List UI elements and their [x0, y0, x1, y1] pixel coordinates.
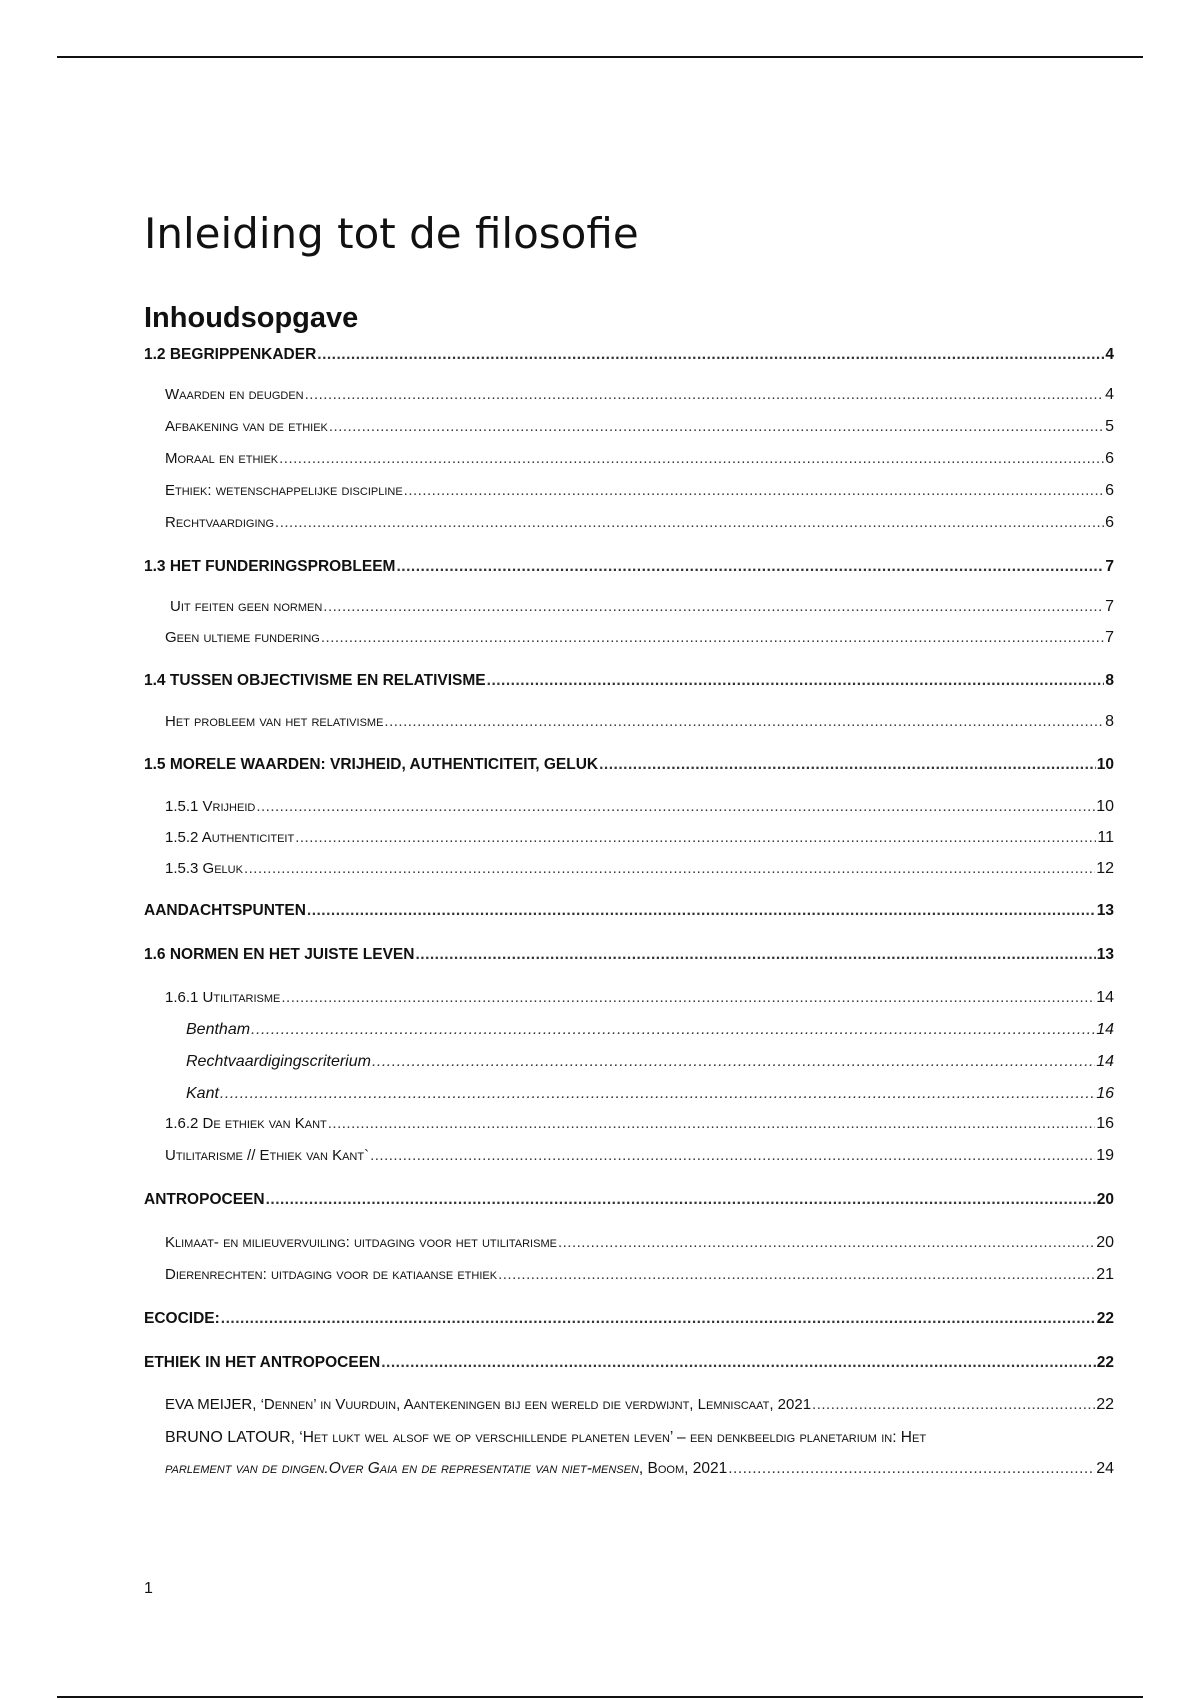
toc-entry-ethiek-van-kant[interactable]	[144, 1115, 1114, 1133]
toc-entry-label: Moraal en ethiek	[165, 450, 279, 467]
toc-entry-label: Geen ultieme fundering	[165, 629, 320, 646]
toc-entry-page: 7	[1105, 558, 1114, 575]
toc-entry-page: 6	[1105, 450, 1114, 467]
toc-entry-page: 16	[1096, 1115, 1114, 1132]
toc-entry-label: 1.3 HET FUNDERINGSPROBLEEM	[144, 558, 396, 575]
toc-entry-vrijheid[interactable]	[144, 798, 1114, 816]
toc-entry-label: 1.5.3 Geluk	[165, 860, 243, 877]
toc-entry-normen-juiste-leven[interactable]	[144, 946, 1114, 964]
toc-heading: Inhoudsopgave	[144, 302, 359, 334]
toc-entry-page: 22	[1096, 1396, 1114, 1413]
toc-entry-page: 6	[1105, 482, 1114, 499]
toc-entry-klimaat-milieuvervuiling[interactable]	[144, 1234, 1114, 1252]
toc-entry-label: ANTROPOCEEN	[144, 1191, 265, 1208]
toc-entry-label: Bentham	[186, 1021, 251, 1038]
toc-entry-page: 14	[1096, 1021, 1114, 1038]
toc-entry-label: 1.5.1 Vrijheid	[165, 798, 256, 815]
toc-entry-label: 1.6 NORMEN EN HET JUISTE LEVEN	[144, 946, 415, 963]
toc-entry-label: ECOCIDE:	[144, 1310, 220, 1327]
toc-entry-page: 8	[1105, 672, 1114, 689]
toc-entry-ecocide[interactable]	[144, 1310, 1114, 1328]
toc-entry-dierenrechten[interactable]	[144, 1266, 1114, 1284]
toc-entry-label: Ethiek: wetenschappelijke discipline	[165, 482, 403, 499]
toc-entry-label: Kant	[186, 1085, 219, 1102]
toc-entry-label: AANDACHTSPUNTEN	[144, 902, 306, 919]
toc-entry-ethiek-antropoceen[interactable]	[144, 1354, 1114, 1372]
footer-rule	[57, 1696, 1143, 1698]
toc-entry-objectivisme-relativisme[interactable]	[144, 672, 1114, 690]
toc-entry-geen-ultieme-fundering[interactable]	[144, 629, 1114, 647]
header-rule	[57, 56, 1143, 58]
toc-entry-label: Klimaat- en milieuvervuiling: uitdaging voor het utilitarisme	[165, 1234, 557, 1251]
toc-entry-eva-meijer[interactable]	[144, 1396, 1114, 1414]
toc-entry-page: 24	[1096, 1460, 1114, 1477]
toc-entry-author: BRUNO LATOUR	[165, 1429, 291, 1446]
toc-entry-begrippenkader[interactable]	[144, 346, 1114, 364]
toc-entry-page: 22	[1096, 1310, 1114, 1327]
toc-entry-label-line2c: , Boom, 2021	[638, 1460, 728, 1477]
toc-entry-label: Afbakening van de ethiek	[165, 418, 328, 435]
toc-entry-bentham[interactable]	[144, 1021, 1114, 1039]
toc-entry-page: 7	[1105, 629, 1114, 646]
toc-entry-label: 1.4 TUSSEN OBJECTIVISME EN RELATIVISME	[144, 672, 486, 689]
toc-entry-label: Het probleem van het relativisme	[165, 713, 384, 730]
toc-entry-authenticiteit[interactable]	[144, 829, 1114, 847]
toc-entry-page: 20	[1096, 1191, 1114, 1208]
toc-entry-page: 5	[1105, 418, 1114, 435]
document-title: Inleiding tot de filosofie	[144, 209, 639, 258]
toc-entry-page: 20	[1096, 1234, 1114, 1251]
toc-entry-utilitarisme[interactable]	[144, 989, 1114, 1007]
toc-entry-funderingsprobleem[interactable]	[144, 558, 1114, 576]
toc-entry-rechtvaardigingscriterium[interactable]	[144, 1053, 1114, 1071]
toc-entry-label: Utilitarisme // Ethiek van Kant`	[165, 1147, 370, 1164]
toc-entry-page: 11	[1097, 829, 1114, 846]
toc-entry-page: 10	[1096, 756, 1114, 773]
toc-entry-label: Dierenrechten: uitdaging voor de katiaanse ethiek	[165, 1266, 498, 1283]
toc-entry-afbakening[interactable]	[144, 418, 1114, 436]
toc-entry-label: 1.5.2 Authenticiteit	[165, 829, 295, 846]
toc-entry-page: 21	[1096, 1266, 1114, 1283]
toc-entry-label: 1.6.1 Utilitarisme	[165, 989, 281, 1006]
toc-entry-page: 19	[1096, 1147, 1114, 1164]
toc-entry-label: Rechtvaardiging	[165, 514, 275, 531]
toc-entry-label: 1.6.2 De ethiek van Kant	[165, 1115, 327, 1132]
toc-entry-geluk[interactable]	[144, 860, 1114, 878]
toc-entry-page: 8	[1105, 713, 1114, 730]
toc-entry-page: 12	[1096, 860, 1114, 877]
toc-entry-page: 14	[1096, 989, 1114, 1006]
toc-entry-rechtvaardiging[interactable]	[144, 514, 1114, 532]
toc-entry-bruno-latour[interactable]	[165, 1428, 1114, 1478]
toc-entry-label: 1.5 MORELE WAARDEN: VRIJHEID, AUTHENTICITEIT, GELUK	[144, 756, 599, 773]
toc-entry-aandachtspunten[interactable]	[144, 902, 1114, 920]
toc-entry-page: 7	[1105, 598, 1114, 615]
toc-entry-moraal-en-ethiek[interactable]	[144, 450, 1114, 468]
toc-entry-label: Rechtvaardigingscriterium	[186, 1053, 371, 1070]
toc-entry-morele-waarden[interactable]	[144, 756, 1114, 774]
toc-entry-label: 1.2 BEGRIPPENKADER	[144, 346, 317, 363]
toc-entry-label: Uit feiten geen normen	[170, 598, 323, 615]
toc-entry-page: 4	[1105, 346, 1114, 363]
toc-entry-label-line1: , ‘Het lukt wel alsof we op verschillende planeten leven’ – een denkbeeldig planetarium in: Het	[290, 1429, 927, 1446]
toc-entry-page: 22	[1096, 1354, 1114, 1371]
toc-entry-label-line2b: Over Gaia en de representatie van niet-mensen	[328, 1460, 639, 1477]
toc-entry-page: 13	[1096, 946, 1114, 963]
toc-entry-kant[interactable]	[144, 1085, 1114, 1103]
toc-entry-uit-feiten[interactable]	[144, 598, 1114, 616]
toc-entry-probleem-relativisme[interactable]	[144, 713, 1114, 731]
toc-entry-label-line2a: parlement van de dingen.	[165, 1460, 329, 1477]
toc-entry-page: 6	[1105, 514, 1114, 531]
toc-entry-label: Waarden en deugden	[165, 386, 304, 403]
toc-entry-label: ETHIEK IN HET ANTROPOCEEN	[144, 1354, 381, 1371]
toc-entry-page: 10	[1096, 798, 1114, 815]
toc-entry-waarden-en-deugden[interactable]	[144, 386, 1114, 404]
page-number: 1	[144, 1580, 153, 1597]
toc-entry-antropoceen[interactable]	[144, 1191, 1114, 1209]
toc-entry-page: 13	[1096, 902, 1114, 919]
toc-entry-ethiek-discipline[interactable]	[144, 482, 1114, 500]
toc-entry-page: 16	[1096, 1085, 1114, 1102]
toc-entry-utilitarisme-vs-kant[interactable]	[144, 1147, 1114, 1165]
toc-entry-page: 4	[1105, 386, 1114, 403]
toc-entry-page: 14	[1096, 1053, 1114, 1070]
toc-entry-label: EVA MEIJER, ‘Dennen’ in Vuurduin, Aantekeningen bij een wereld die verdwijnt, Lemniscaat, 2021	[165, 1396, 812, 1413]
